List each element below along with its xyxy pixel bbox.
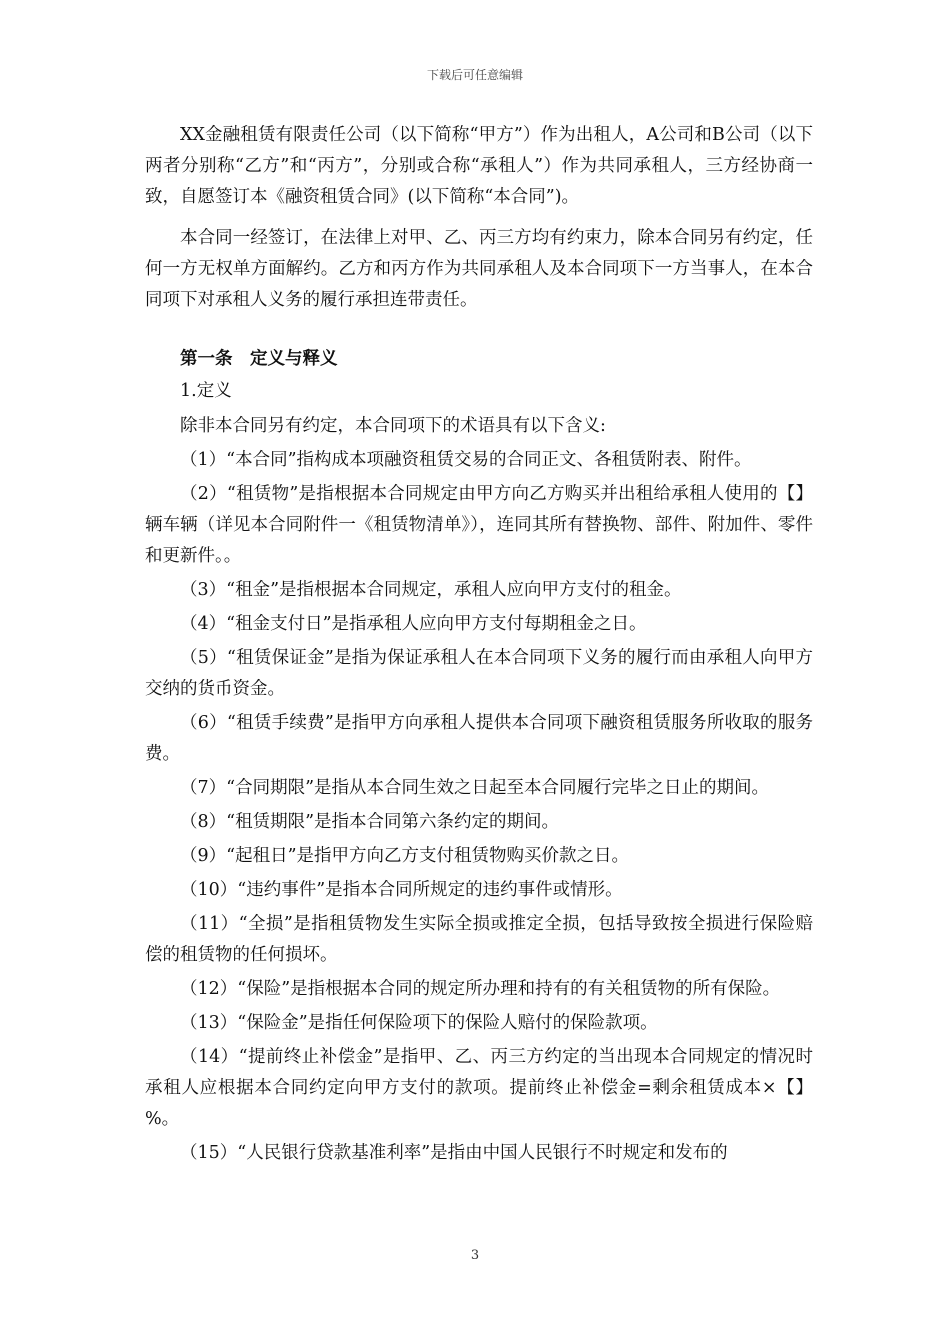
- definition-item: （9）“起租日”是指甲方向乙方支付租赁物购买价款之日。: [180, 846, 630, 866]
- definition-item: （6）“租赁手续费”是指甲方向承租人提供本合同项下融资租赁服务所收取的服务费。: [145, 713, 813, 764]
- definition-item: （2）“租赁物”是指根据本合同规定由甲方向乙方购买并出租给承租人使用的【】辆车辆（详见本合同附件一《租赁物清单》），连同其所有替换物、部件、附加件、零件和更新件。。: [145, 484, 813, 566]
- definition-item: （10）“违约事件”是指本合同所规定的违约事件或情形。: [180, 880, 623, 900]
- intro-paragraph-1: XX金融租赁有限责任公司（以下简称“甲方”）作为出租人，A公司和B公司（以下两者分别称“乙方”和“丙方”，分别或合称“承租人”）作为共同承租人，三方经协商一致，自愿签订本《融资租赁合同》(以下简称“本合同”)。: [145, 125, 813, 207]
- definition-item: （3）“租金”是指根据本合同规定，承租人应向甲方支付的租金。: [180, 580, 682, 600]
- section-title: 第一条 定义与释义: [180, 349, 338, 369]
- definition-item: （7）“合同期限”是指从本合同生效之日起至本合同履行完毕之日止的期间。: [180, 778, 770, 798]
- page-number: 3: [470, 1248, 480, 1263]
- section-subtitle: 1.定义: [180, 381, 232, 401]
- document-body: [145, 120, 813, 1169]
- definition-item: （13）“保险金”是指任何保险项下的保险人赔付的保险款项。: [180, 1013, 658, 1033]
- section-lead: 除非本合同另有约定，本合同项下的术语具有以下含义:: [180, 416, 606, 436]
- definition-item: （1）“本合同”指构成本项融资租赁交易的合同正文、各租赁附表、附件。: [180, 450, 752, 470]
- definition-item: （12）“保险”是指根据本合同的规定所办理和持有的有关租赁物的所有保险。: [180, 979, 781, 999]
- page-header: 下载后可任意编辑: [426, 68, 523, 82]
- definition-item: （5）“租赁保证金”是指为保证承租人在本合同项下义务的履行而由承租人向甲方交纳的货币资金。: [145, 648, 813, 699]
- definition-item: （4）“租金支付日”是指承租人应向甲方支付每期租金之日。: [180, 614, 647, 634]
- definition-item: （8）“租赁期限”是指本合同第六条约定的期间。: [180, 812, 560, 832]
- definition-list: [145, 445, 813, 1169]
- definition-item: （15）“人民银行贷款基准利率”是指由中国人民银行不时规定和发布的: [180, 1143, 728, 1163]
- definition-item: （14）“提前终止补偿金”是指甲、乙、丙三方约定的当出现本合同规定的情况时承租人应根据本合同约定向甲方支付的款项。提前终止补偿金=剩余租赁成本×【】%。: [145, 1047, 813, 1129]
- definition-item: （11）“全损”是指租赁物发生实际全损或推定全损，包括导致按全损进行保险赔偿的租赁物的任何损坏。: [145, 914, 813, 965]
- intro-paragraph-2: 本合同一经签订，在法律上对甲、乙、丙三方均有约束力，除本合同另有约定，任何一方无权单方面解约。乙方和丙方作为共同承租人及本合同项下一方当事人，在本合同项下对承租人义务的履行承担连带责任。: [145, 228, 813, 310]
